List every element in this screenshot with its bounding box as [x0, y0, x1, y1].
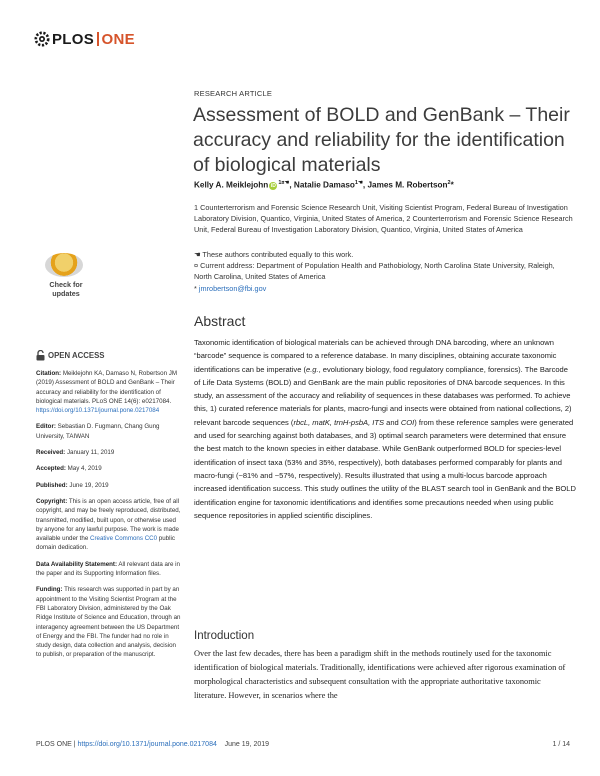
data-availability-text: All relevant data are in the paper and its Supporting Information files.: [36, 560, 180, 578]
logo-one-text: ONE: [101, 30, 135, 48]
author-affiliation-marker: 2: [447, 180, 451, 186]
corresponding-author-marker: *: [450, 180, 454, 190]
check-for-updates-button[interactable]: [40, 280, 92, 298]
current-address-note: ¤ Current address: Department of Population Health and Pathobiology, North Carolina State University, Raleigh, North Carolina, United States of America: [194, 261, 555, 282]
abstract-segment: e.g.: [306, 364, 319, 374]
author-name[interactable]: Kelly A. Meiklejohn: [194, 180, 269, 190]
journal-logo: [34, 30, 135, 48]
article-title: Assessment of BOLD and GenBank – Their accuracy and reliability for the identification of biological materials: [193, 104, 570, 176]
funding-label: Funding:: [36, 586, 63, 594]
abstract-gene-names: rbcL, matK, trnH-psbA, ITS: [293, 417, 385, 427]
equal-contribution-note: ☚ These authors contributed equally to this work.: [194, 250, 354, 259]
corresponding-email-line: [194, 283, 574, 294]
copyright-block: [36, 497, 181, 553]
citation-label: Citation:: [36, 370, 62, 377]
published-date: June 19, 2019: [67, 481, 109, 489]
citation-doi-link[interactable]: https://doi.org/10.1371/journal.pone.0217084: [36, 407, 160, 415]
citation-block: [36, 369, 181, 415]
check-for-updates-icon[interactable]: [45, 253, 83, 277]
author-affiliation-marker: 1☚: [354, 180, 363, 186]
published-label: Published:: [36, 481, 68, 489]
check-for-updates-label: updates: [52, 289, 80, 298]
received-date: January 11, 2019: [65, 449, 115, 457]
email-marker: *: [194, 283, 199, 293]
editor-label: Editor:: [36, 423, 56, 431]
author-affiliation-marker: 1¤☚: [278, 180, 290, 186]
page-number: 1 / 14: [552, 741, 570, 748]
funding-text: This research was supported in part by an appointment to the Visiting Scientist Program at the FBI Laboratory Division, administered by the Oak Ridge Institute of Science and Education, through an interagency agreement between the US Department of Energy and the FBI. The funder had no role in study design, data collection and analysis, decision to publish, or preparation of the manuscript.: [36, 586, 181, 659]
data-availability-label: Data Availability Statement:: [36, 560, 118, 568]
open-access-label: OPEN ACCESS: [48, 350, 105, 360]
abstract-gene-names: COI: [400, 417, 415, 427]
open-lock-icon: [36, 350, 45, 361]
footer-citation: [36, 741, 269, 748]
copyright-end-text: public domain dedication.: [36, 535, 175, 552]
funding-block: [36, 585, 181, 659]
author-notes: [194, 249, 574, 294]
received-label: Received:: [36, 449, 66, 457]
introduction-text: Over the last few decades, there has been a paradigm shift in the methods routinely used for the taxonomic identification of biological materials. Traditionally, identifications were achieved after rigorous examination of morphological characteristics and subsequent consultation with the appropriate authoritative taxonomic literature. However, in scenarios where the: [194, 649, 566, 700]
open-access-badge: [36, 350, 181, 361]
footer-doi-link[interactable]: https://doi.org/10.1371/journal.pone.0217084: [77, 741, 217, 748]
copyright-text: This is an open access article, free of all copyright, and may be freely reproduced, distributed, transmitted, modified, built upon, or otherwise used by anyone for any lawful purpose. The work is made available under the: [36, 497, 181, 543]
corresponding-email-link[interactable]: jmrobertson@fbi.gov: [198, 283, 267, 293]
received-block: [36, 448, 181, 457]
editor-block: [36, 422, 181, 441]
abstract-segment: ) from these reference samples were generated and used for searching against both databases, and 3) optimal search parameters were determined that ensure the best match to the known species in either database. While GenBank outperformed BOLD for species-level identification of insect taxa (53% and 35%, respectively), both databases performed comparably for plants and macro-fungi (~81% and ~57%, respectively). Results illustrated that using a multi-locus barcode approach increased identification success. This study outlines the utility of the BLAST search tool in GenBank and the BOLD identification engine for taxonomic identifications and identifies some precautions needed when using public sequence repositories in applied scientific disciplines.: [194, 417, 576, 520]
abstract-heading: Abstract: [194, 313, 246, 329]
footer-date: June 19, 2019: [216, 741, 270, 748]
copyright-label: Copyright:: [36, 497, 68, 505]
abstract-segment: and: [384, 417, 401, 427]
author-name[interactable]: , James M. Robertson: [362, 180, 448, 190]
article-info-sidebar: [36, 350, 181, 667]
article-type: RESEARCH ARTICLE: [194, 89, 273, 98]
accepted-date: May 4, 2019: [65, 465, 102, 473]
abstract-text: [194, 336, 576, 522]
citation-text: Meiklejohn KA, Damaso N, Robertson JM (2019) Assessment of BOLD and GenBank – Their accuracy and reliability for the identification of biological materials. PLoS ONE 14(6): e0217084.: [36, 370, 177, 405]
logo-plos-text: PLOS: [52, 30, 95, 48]
affiliations: 1 Counterterrorism and Forensic Science Research Unit, Visiting Scientist Program, Federal Bureau of Investigation Laboratory Division, Quantico, Virginia, United States of America, 2 Counterterrorism and Forensic Science Research Unit, Federal Bureau of Investigation Laboratory Division, Quantico, Virginia, United States of America: [194, 203, 573, 235]
data-availability-block: [36, 560, 181, 579]
license-link[interactable]: Creative Commons CC0: [90, 535, 158, 543]
accepted-label: Accepted:: [36, 465, 66, 473]
logo-divider: [97, 32, 99, 46]
author-list: [194, 180, 454, 190]
page-footer: [36, 741, 570, 751]
abstract-segment: Taxonomic identification of biological materials can be achieved through DNA barcoding, where an unknown “barcode” sequence is compared to a reference database. In many disciplines, obtaining accurate taxonomic identifications can be imperative (: [194, 338, 557, 374]
author-name[interactable]: , Natalie Damaso: [289, 180, 355, 190]
footer-journal: PLOS ONE: [36, 741, 72, 748]
accepted-block: [36, 464, 181, 473]
editor-text: Sebastian D. Fugmann, Chang Gung University, TAIWAN: [36, 423, 160, 440]
plos-gear-icon: [34, 31, 50, 47]
published-block: [36, 481, 181, 490]
check-for-updates-label: Check for: [49, 280, 83, 289]
orcid-icon[interactable]: iD: [270, 182, 276, 189]
footer-separator: |: [71, 741, 78, 748]
abstract-segment: , evolutionary biology, food regulatory compliance, forensics). The Barcode of Life Data Systems (BOLD) and GenBank are the main public repositories of DNA barcode sequences. In this study, an assessment of the accuracy and reliability of sequences in these databases was performed. To achieve this, 1) curated reference materials for plants, macro-fungi and insects were obtained from national collections, 2) relevant barcode sequences (: [194, 364, 572, 427]
introduction-heading: Introduction: [194, 630, 255, 642]
